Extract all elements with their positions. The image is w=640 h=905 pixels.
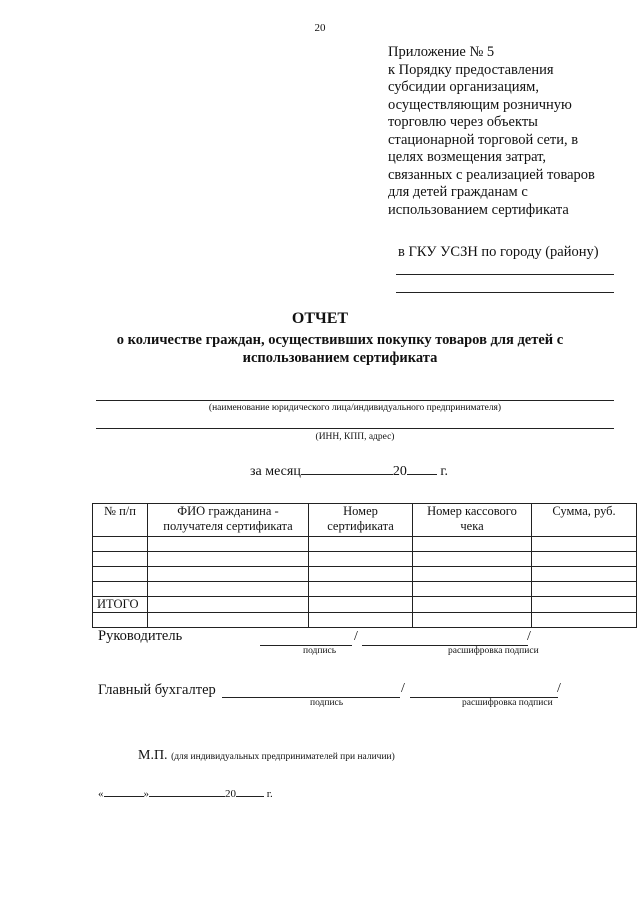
- addressee: в ГКУ УСЗН по городу (району): [398, 244, 599, 260]
- org-name-blank-line[interactable]: [96, 400, 614, 401]
- subtitle-line: о количестве граждан, осуществивших покупку товаров для детей с: [116, 332, 564, 348]
- header-number: № п/п: [93, 504, 148, 537]
- period-prefix: за месяц: [250, 464, 301, 479]
- table-cell[interactable]: [309, 567, 413, 582]
- addressee-blank-line-2[interactable]: [396, 292, 614, 293]
- table-cell[interactable]: [309, 552, 413, 567]
- table-cell[interactable]: [413, 537, 532, 552]
- month-blank[interactable]: [301, 461, 393, 475]
- table-row: [93, 537, 637, 552]
- table-cell[interactable]: [148, 552, 309, 567]
- appendix-line: целях возмещения затрат,: [388, 149, 547, 165]
- appendix-line: осуществляющим розничную: [388, 96, 572, 113]
- table-cell[interactable]: [93, 613, 148, 628]
- accountant-slash-open: /: [401, 681, 405, 696]
- total-label: ИТОГО: [93, 597, 148, 613]
- appendix-line: субсидии организациям,: [388, 79, 539, 95]
- table-row: [93, 613, 637, 628]
- page-number: 20: [314, 22, 326, 34]
- appendix-line: к Порядку предоставления: [388, 61, 554, 78]
- table-cell[interactable]: [148, 567, 309, 582]
- header-full-name: ФИО гражданина - получателя сертификата: [148, 504, 309, 537]
- table-cell[interactable]: [309, 613, 413, 628]
- header-certificate-number: Номер сертификата: [309, 504, 413, 537]
- table-cell[interactable]: [93, 537, 148, 552]
- report-period: [250, 461, 448, 480]
- date-year-suffix: г.: [266, 788, 273, 800]
- appendix-block: [388, 44, 628, 219]
- accountant-signature-caption: подпись: [310, 698, 344, 708]
- table-row: [93, 552, 637, 567]
- accountant-label: Главный бухгалтер: [98, 682, 216, 698]
- table-row: [93, 582, 637, 597]
- table-header-row: [93, 504, 637, 537]
- head-signature-caption: подпись: [303, 646, 337, 656]
- appendix-line: торговлю через объекты: [388, 114, 538, 130]
- header-receipt-number: Номер кассового чека: [413, 504, 532, 537]
- table-cell[interactable]: [532, 537, 637, 552]
- table-cell[interactable]: [309, 537, 413, 552]
- accountant-slash-close: /: [557, 681, 561, 696]
- table-cell[interactable]: [309, 597, 413, 613]
- appendix-line: использованием сертификата: [388, 201, 569, 218]
- org-name-caption: (наименование юридического лица/индивидуального предпринимателя): [208, 403, 502, 413]
- table-cell[interactable]: [413, 552, 532, 567]
- org-ids-blank-line[interactable]: [96, 428, 614, 429]
- table-cell[interactable]: [532, 613, 637, 628]
- document-subtitle: [60, 331, 620, 367]
- table-row: [93, 567, 637, 582]
- table-cell[interactable]: [532, 567, 637, 582]
- date-open-quote: «: [98, 788, 104, 800]
- table-cell[interactable]: [532, 582, 637, 597]
- stamp-note: (для индивидуальных предпринимателей при наличии): [171, 752, 395, 762]
- date-close-quote: »: [143, 788, 149, 800]
- day-blank[interactable]: [104, 786, 144, 797]
- head-slash-close: /: [527, 629, 531, 644]
- table-cell[interactable]: [148, 597, 309, 613]
- table-cell[interactable]: [413, 613, 532, 628]
- addressee-blank-line-1[interactable]: [396, 274, 614, 275]
- subtitle-line: использованием сертификата: [242, 350, 438, 366]
- report-table: [92, 503, 637, 628]
- date-year-blank[interactable]: [236, 786, 264, 797]
- table-cell[interactable]: [413, 597, 532, 613]
- date-year-prefix: 20: [225, 788, 236, 800]
- table-cell[interactable]: [413, 567, 532, 582]
- appendix-line: стационарной торговой сети, в: [388, 131, 579, 148]
- period-year-prefix: 20: [392, 464, 407, 479]
- year-blank[interactable]: [407, 461, 437, 475]
- header-amount: Сумма, руб.: [532, 504, 637, 537]
- head-decryption-caption: расшифровка подписи: [448, 646, 539, 656]
- table-total-row: [93, 597, 637, 613]
- date-line: [98, 786, 273, 800]
- appendix-line: для детей гражданам с: [388, 184, 528, 200]
- table-cell[interactable]: [148, 537, 309, 552]
- head-label: Руководитель: [98, 628, 183, 644]
- table-cell[interactable]: [309, 582, 413, 597]
- document-title: ОТЧЕТ: [291, 310, 349, 327]
- period-year-suffix: г.: [440, 464, 448, 479]
- appendix-line: Приложение № 5: [388, 44, 495, 60]
- table-cell[interactable]: [532, 552, 637, 567]
- table-cell[interactable]: [413, 582, 532, 597]
- table-cell[interactable]: [148, 582, 309, 597]
- table-cell[interactable]: [93, 552, 148, 567]
- table-cell[interactable]: [93, 567, 148, 582]
- table-cell[interactable]: [148, 613, 309, 628]
- month-name-blank[interactable]: [149, 786, 225, 797]
- appendix-line: связанных с реализацией товаров: [388, 166, 595, 183]
- org-ids-caption: (ИНН, КПП, адрес): [315, 432, 395, 442]
- table-cell[interactable]: [532, 597, 637, 613]
- table-cell[interactable]: [93, 582, 148, 597]
- stamp-label: М.П.: [138, 748, 168, 763]
- head-slash-open: /: [354, 629, 358, 644]
- accountant-decryption-caption: расшифровка подписи: [462, 698, 553, 708]
- stamp-place: [138, 748, 395, 764]
